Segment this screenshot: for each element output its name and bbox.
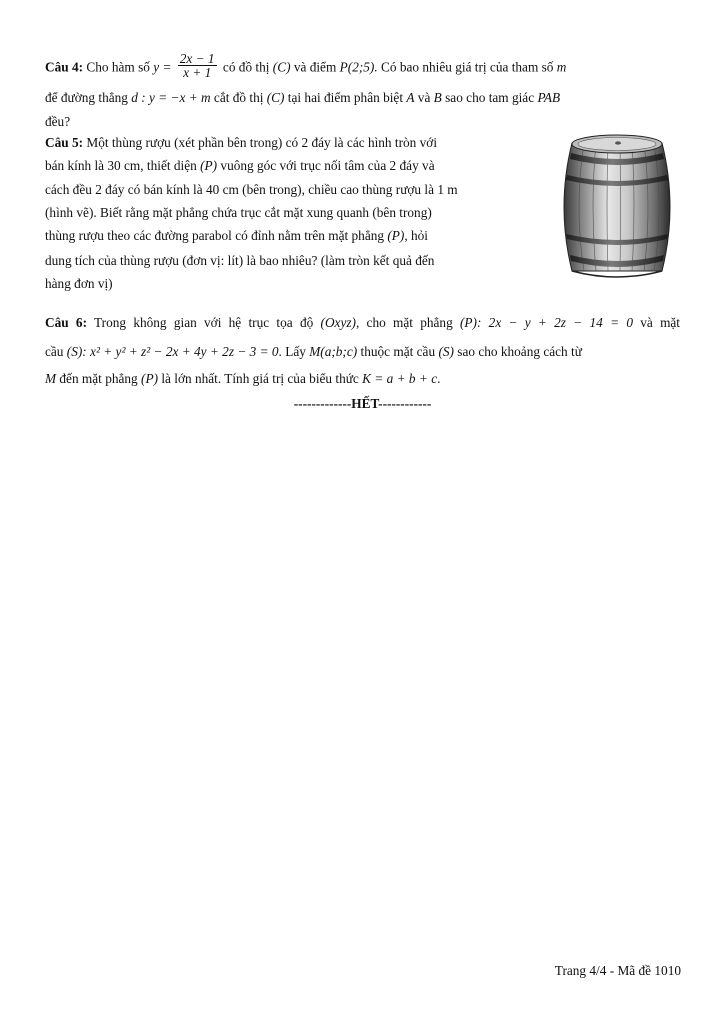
end-mark: -------------HẾT------------: [293, 396, 432, 411]
q4-line-2: để đường thẳng d : y = −x + m cắt đồ thị (C) tại hai điểm phân biệt A và B sao cho tam giác PAB: [45, 90, 561, 105]
q5-line-1: Câu 5: Một thùng rượu (xét phần bên trong) có 2 đáy là các hình tròn với: [45, 135, 438, 150]
q5-line-4: (hình vẽ). Biết rằng mặt phẳng chứa trục cắt mặt xung quanh (bên trong): [45, 205, 432, 220]
q6-label: Câu 6:: [45, 315, 87, 330]
q4-line-1: Câu 4: Cho hàm số y = $\frac{2x - 1}{x + 1}$ có đồ thị (C) và điểm P(2;5). Có bao nhiêu giá trị của tham số m: [45, 51, 567, 80]
q6-line-1: Câu 6: Trong không gian với hệ trục tọa độ (Oxyz), cho mặt phẳng (P): 2x − y + 2z − 14 = 0 và mặt: [45, 315, 681, 330]
q5-line-2: bán kính là 30 cm, thiết diện (P) vuông góc với trục nối tâm của 2 đáy và: [45, 158, 435, 173]
page-footer: Trang 4/4 - Mã đề 1010: [554, 963, 681, 978]
q6-line-2: cầu (S): x² + y² + z² − 2x + 4y + 2z − 3 = 0. Lấy M(a;b;c) thuộc mặt cầu (S) sao cho khoảng cách từ: [45, 344, 582, 359]
q6-line-3-content: M đến mặt phẳng (P) là lớn nhất. Tính giá trị của biểu thức K = a + b + c.: [45, 371, 441, 386]
q4-line-3: đều?: [45, 114, 71, 129]
wine-barrel-image: [558, 131, 676, 283]
q5-line-3: cách đều 2 đáy có bán kính là 40 cm (bên trong), chiều cao thùng rượu là 1 m: [45, 182, 458, 197]
q4-label: Câu 4:: [45, 59, 84, 75]
q5-line-5: thùng rượu theo các đường parabol có đỉnh nằm trên mặt phẳng (P), hỏi: [45, 228, 428, 243]
q5-line-7: hàng đơn vị): [45, 276, 113, 291]
q5-line-6: dung tích của thùng rượu (đơn vị: lít) là bao nhiêu? (làm tròn kết quả đến: [45, 253, 435, 268]
q5-label: Câu 5:: [45, 135, 84, 150]
q4-fraction: $\frac{2x - 1}{x + 1}$: [179, 51, 215, 80]
